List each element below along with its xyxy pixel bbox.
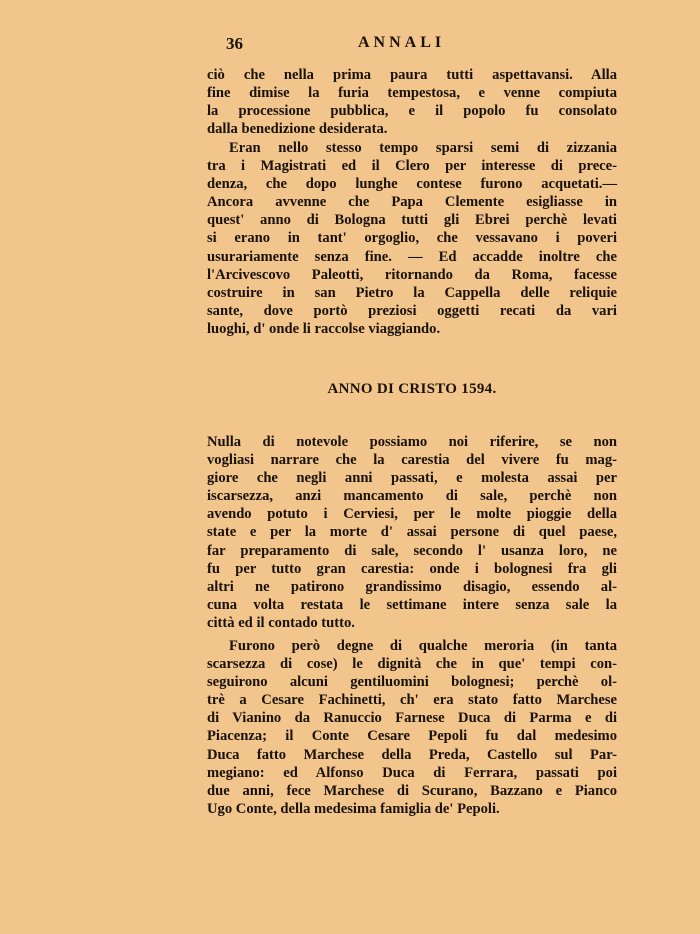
text-line: Ancora avvenne che Papa Clemente esigliasse in [207, 194, 617, 211]
text-line: ciò che nella prima paura tutti aspettavansi. Alla [207, 67, 617, 83]
paragraph-2 [207, 139, 617, 338]
text-line: fine dimise la furia tempestosa, e venne compiuta [207, 85, 617, 102]
text-line: denza, che dopo lunghe contese furono acquetati.— [207, 176, 617, 193]
text-line: Duca fatto Marchese della Preda, Castello sul Par- [207, 746, 617, 763]
text-line: quest' anno di Bologna tutti gli Ebrei perchè levati [207, 212, 617, 229]
paragraph-3 [207, 433, 617, 632]
text-line: giore che negli anni passati, e molesta assai per [207, 470, 617, 487]
text-line: vogliasi narrare che la carestia del vivere fu mag- [207, 452, 617, 469]
text-line: Eran nello stesso tempo sparsi semi di zizzania [229, 140, 617, 156]
text-line: Ugo Conte, della medesima famiglia de' Pepoli. [207, 800, 500, 817]
page-number: 36 [226, 34, 243, 53]
text-line: tra i Magistrati ed il Clero per interesse di prece- [207, 158, 617, 175]
paragraph-4 [207, 637, 617, 818]
page-header [226, 34, 466, 56]
text-line: si erano in tant' orgoglio, che vessavano i poveri [207, 230, 617, 247]
text-line: usurariamente senza fine. — Ed accadde inoltre che [207, 248, 617, 265]
text-line: far preparamento di sale, secondo l' usanza loro, ne [207, 542, 617, 559]
text-line: sante, dove portò preziosi oggetti recati da vari [207, 302, 617, 319]
text-line: costruire in san Pietro la Cappella delle reliquie [207, 284, 617, 301]
text-line: Piacenza; il Conte Cesare Pepoli fu dal medesimo [207, 728, 617, 745]
text-line: cuna volta restata le settimane intere senza sale la [207, 596, 617, 613]
text-line: iscarsezza, anzi mancamento di sale, perchè non [207, 488, 617, 505]
text-line: due anni, fece Marchese di Scurano, Bazzano e Pianco [207, 782, 617, 799]
text-line: avendo potuto i Cerviesi, per le molte pioggie della [207, 506, 617, 523]
section-heading: ANNO DI CRISTO 1594. [327, 381, 497, 397]
text-line: trè a Cesare Fachinetti, ch' era stato fatto Marchese [207, 692, 617, 709]
text-line: la processione pubblica, e il popolo fu consolato [207, 103, 617, 120]
text-line: megiano: ed Alfonso Duca di Ferrara, passati poi [207, 764, 617, 781]
text-line: Furono però degne di qualche meroria (in tanta [229, 638, 617, 654]
text-line: città ed il contado tutto. [207, 614, 355, 631]
text-line: di Vianino da Ranuccio Farnese Duca di Parma e di [207, 710, 617, 727]
text-line: seguirono alcuni gentiluomini bolognesi; perchè ol- [207, 674, 617, 691]
text-line: dalla benedizione desiderata. [207, 121, 388, 138]
text-line: state e per la morte d' assai persone di quel paese, [207, 524, 617, 541]
text-line: luoghi, d' onde li raccolse viaggiando. [207, 320, 441, 337]
text-line: scarsezza di cose) le dignità che in que' tempi con- [207, 656, 617, 673]
text-line: fu per tutto gran carestia: onde i bolognesi fra gli [207, 560, 617, 577]
paragraph-1 [207, 66, 617, 138]
text-line: altri ne patirono grandissimo disagio, essendo al- [207, 578, 617, 595]
running-head: ANNALI [358, 34, 446, 51]
text-line: Nulla di notevole possiamo noi riferire, se non [207, 434, 617, 450]
text-line: l'Arcivescovo Paleotti, ritornando da Roma, facesse [207, 266, 617, 283]
